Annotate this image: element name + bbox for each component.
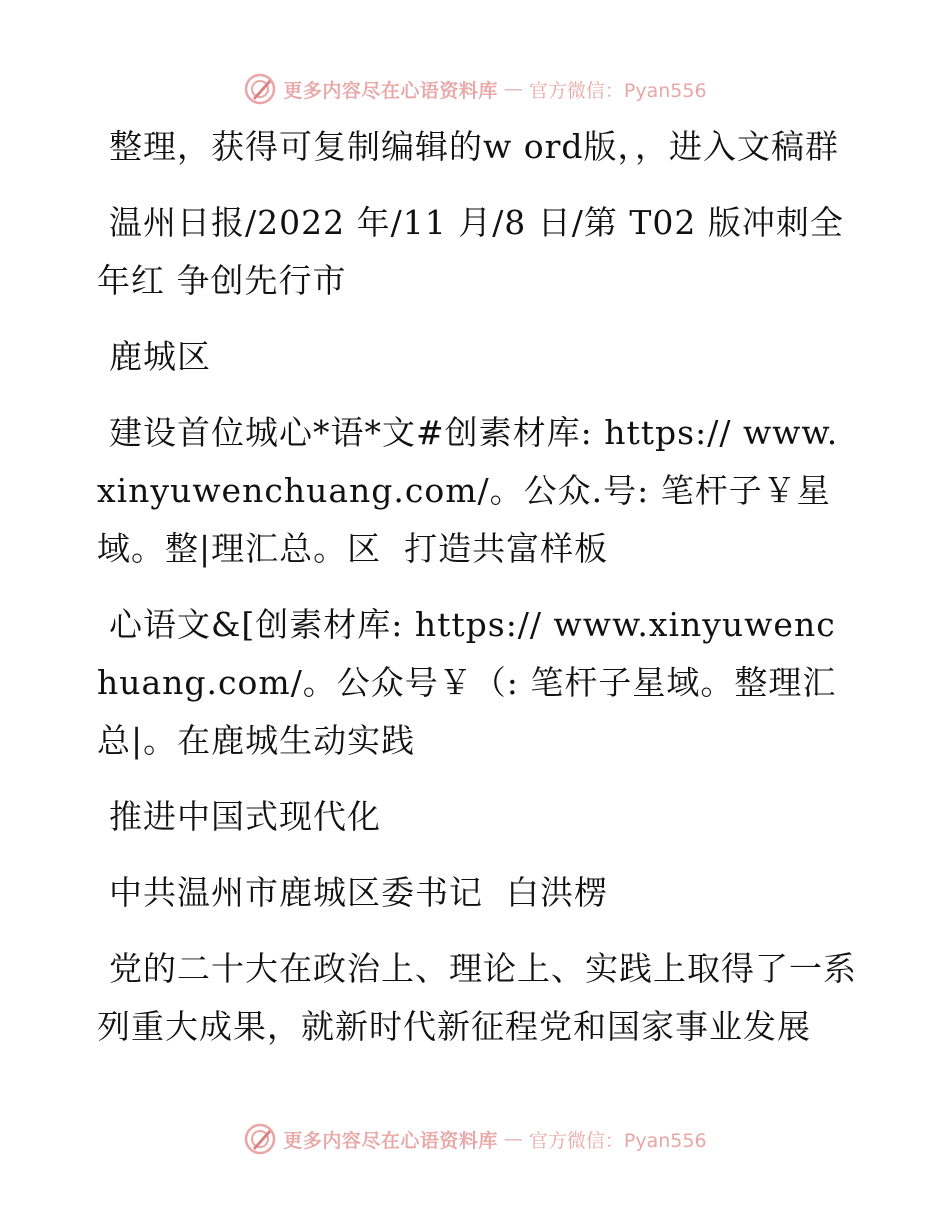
paragraph: 温州日报/2022 年/11 月/8 日/第 T02 版冲刺全年红 争创先行市 [97,203,844,300]
watermark-footer [0,1122,950,1156]
logo-icon [243,1122,277,1156]
paragraph: 中共温州市鹿城区委书记 白洪楞 [109,873,608,912]
watermark-text: 更多内容尽在心语资料库 [283,79,498,102]
watermark-text: 更多内容尽在心语资料库 [283,1129,498,1152]
watermark-wechat: 官方微信：Pyan556 [528,79,707,102]
document-body [97,118,857,1074]
paragraph: 推进中国式现代化 [109,797,381,836]
paragraph: 建设首位城心*语*文#创素材库: https:// www.xinyuwenchuang.com/。公众.号: 笔杆子￥星域。整|理汇总。区 打造共富样板 [97,413,839,568]
paragraph: 整理，获得可复制编辑的w ord版，，进入文稿群 [109,127,840,166]
paragraph: 鹿城区 [109,337,211,376]
paragraph: 党的二十大在政治上、理论上、实践上取得了一系列重大成果，就新时代新征程党和国家事业发展 [97,949,857,1046]
paragraph: 心语文&[创素材库: https:// www.xinyuwenchuang.com/。公众号￥（: 笔杆子星域。整理汇总|。在鹿城生动实践 [97,605,837,760]
watermark-wechat: 官方微信：Pyan556 [528,1129,707,1152]
watermark-separator: — [503,1128,523,1150]
watermark-header [0,72,950,106]
logo-icon [243,72,277,106]
watermark-separator: — [503,78,523,100]
